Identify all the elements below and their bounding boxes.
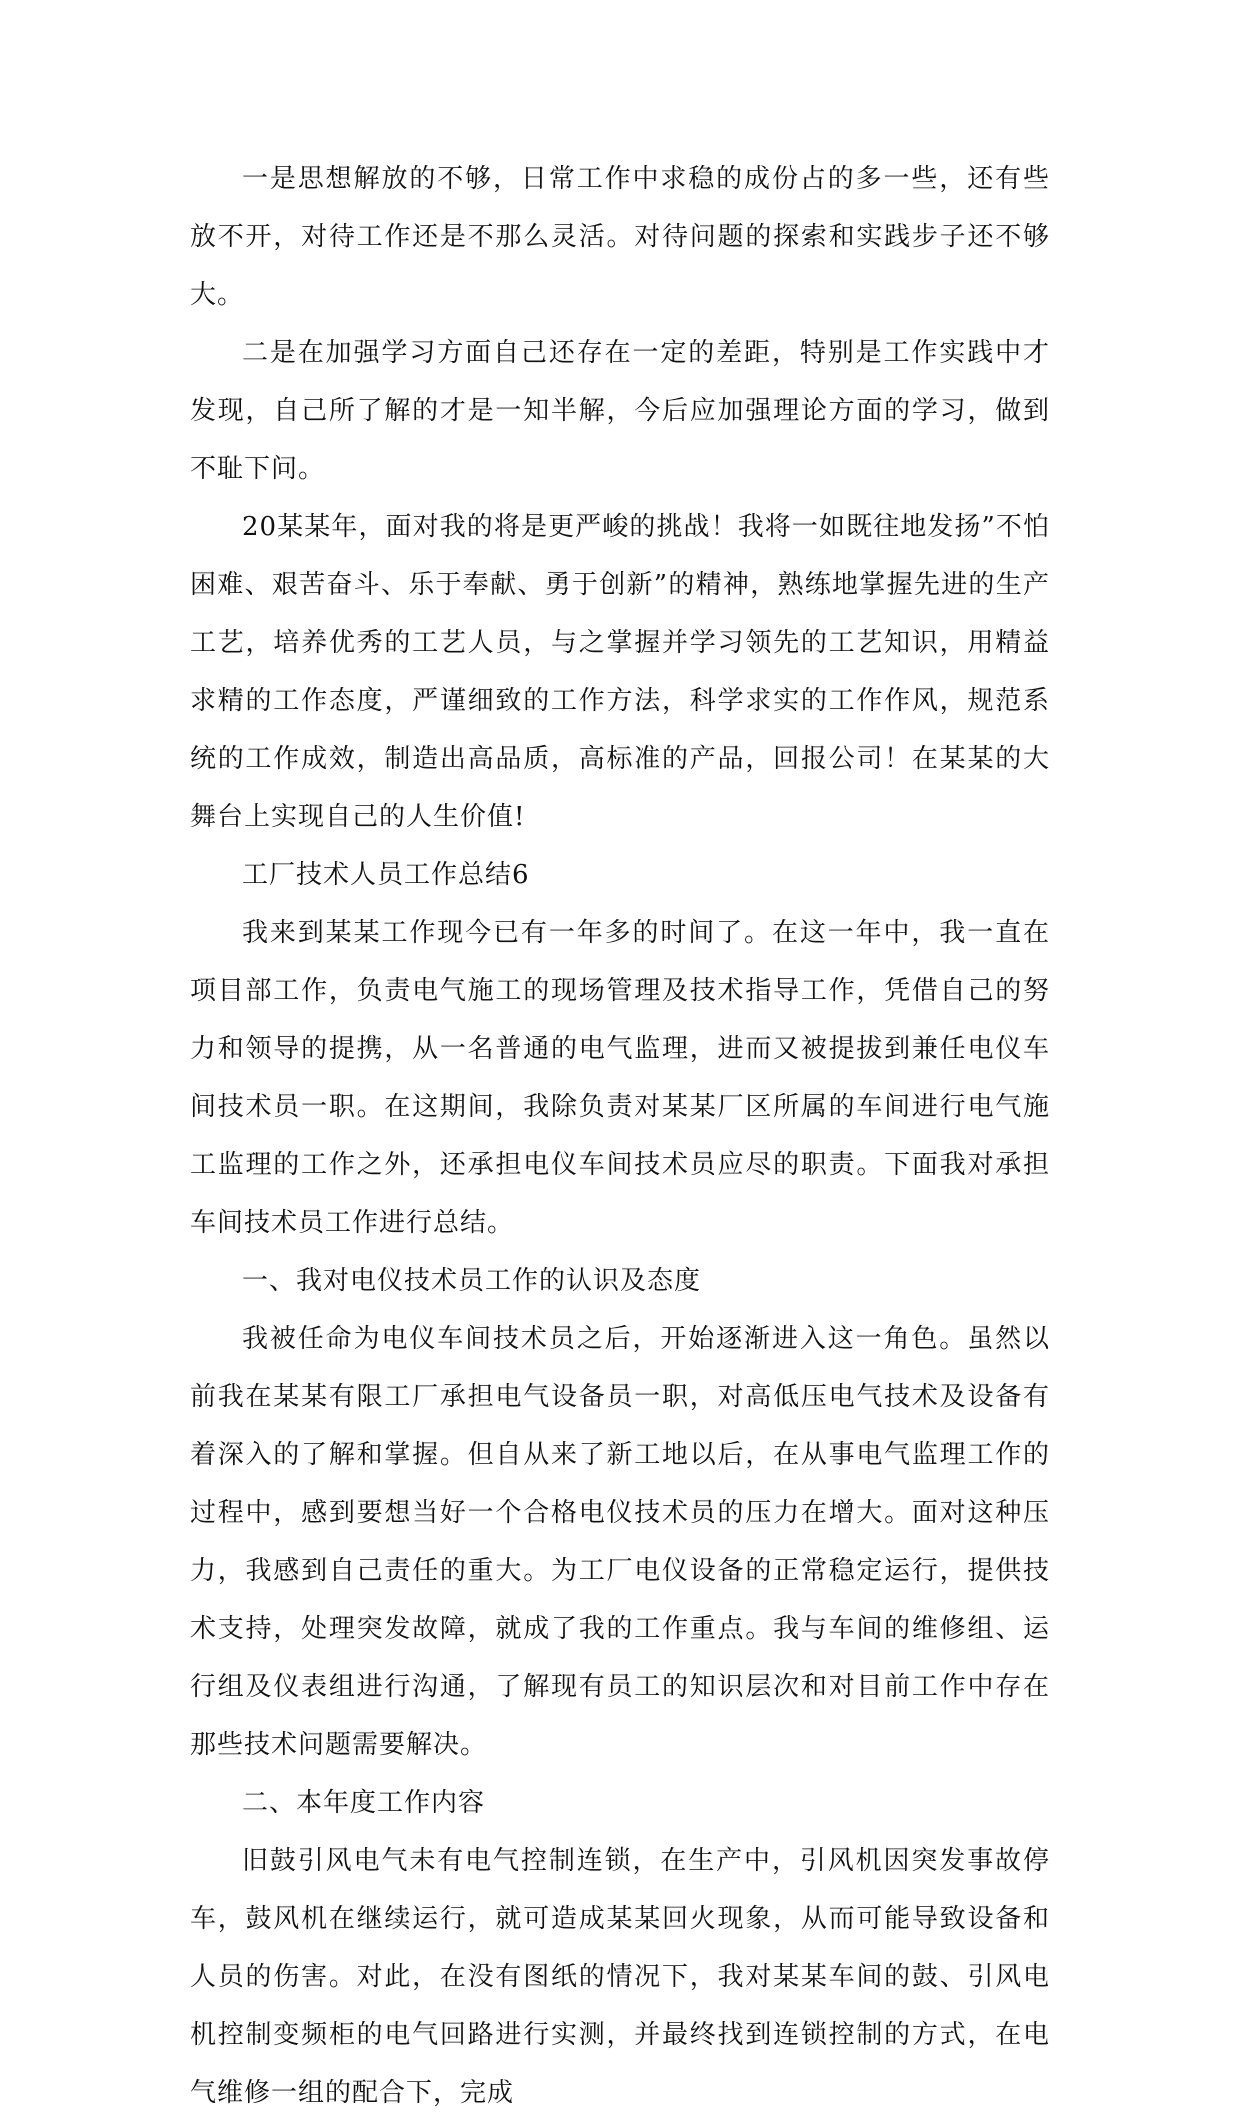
paragraph-4: 我来到某某工作现今已有一年多的时间了。在这一年中，我一直在项目部工作，负责电气施工的现场管理及技术指导工作，凭借自己的努力和领导的提携，从一名普通的电气监理，进而又被提拔到兼任电仪车间技术员一职。在这期间，我除负责对某某厂区所属的车间进行电气施工监理的工作之外，还承担电仪车间技术员应尽的职责。下面我对承担车间技术员工作进行总结。 bbox=[190, 918, 1050, 1238]
paragraph-5: 我被任命为电仪车间技术员之后，开始逐渐进入这一角色。虽然以前我在某某有限工厂承担电气设备员一职，对高低压电气技术及设备有着深入的了解和掌握。但自从来了新工地以后，在从事电气监理工作的过程中，感到要想当好一个合格电仪技术员的压力在增大。面对这种压力，我感到自己责任的重大。为工厂电仪设备的正常稳定运行，提供技术支持，处理突发故障，就成了我的工作重点。我与车间的维修组、运行组及仪表组进行沟通，了解现有员工的知识层次和对目前工作中存在那些技术问题需要解决。 bbox=[190, 1324, 1050, 1760]
paragraph-6: 旧鼓引风电气未有电气控制连锁，在生产中，引风机因突发事故停车，鼓风机在继续运行，就可造成某某回火现象，从而可能导致设备和人员的伤害。对此，在没有图纸的情况下，我对某某车间的鼓、引风电机控制变频柜的电气回路进行实测，并最终找到连锁控制的方式，在电气维修一组的配合下，完成 bbox=[190, 1846, 1050, 2108]
section-title: 工厂技术人员工作总结6 bbox=[242, 860, 530, 890]
subsection-heading-2: 二、本年度工作内容 bbox=[242, 1788, 486, 1818]
document-body bbox=[190, 150, 1050, 2122]
paragraph-3: 20某某年，面对我的将是更严峻的挑战！我将一如既往地发扬”不怕困难、艰苦奋斗、乐于奉献、勇于创新”的精神，熟练地掌握先进的生产工艺，培养优秀的工艺人员，与之掌握并学习领先的工艺知识，用精益求精的工作态度，严谨细致的工作方法，科学求实的工作作风，规范系统的工作成效，制造出高品质，高标准的产品，回报公司！在某某的大舞台上实现自己的人生价值! bbox=[190, 512, 1050, 832]
subsection-heading-1: 一、我对电仪技术员工作的认识及态度 bbox=[242, 1266, 702, 1296]
paragraph-1: 一是思想解放的不够，日常工作中求稳的成份占的多一些，还有些放不开，对待工作还是不那么灵活。对待问题的探索和实践步子还不够大。 bbox=[190, 164, 1050, 310]
paragraph-2: 二是在加强学习方面自己还存在一定的差距，特别是工作实践中才发现，自己所了解的才是一知半解，今后应加强理论方面的学习，做到不耻下问。 bbox=[190, 338, 1050, 484]
